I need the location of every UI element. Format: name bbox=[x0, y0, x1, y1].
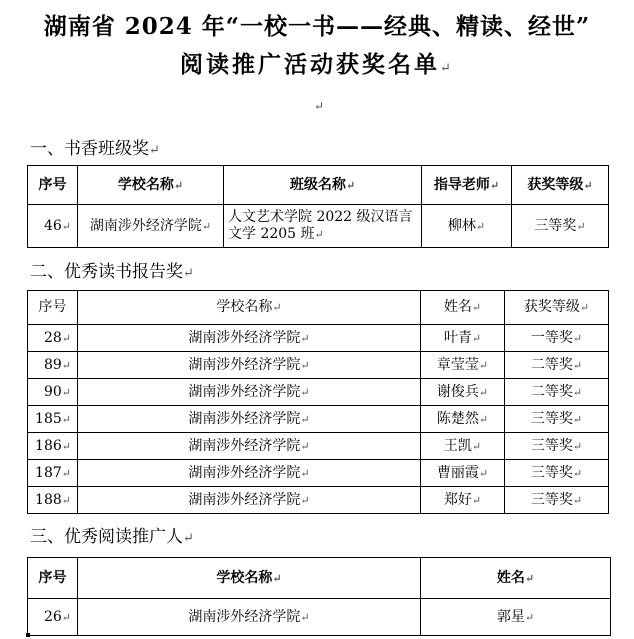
table-header-row bbox=[28, 291, 609, 325]
name-cell: 王凯↵ bbox=[421, 433, 505, 460]
section-heading-text: 三、优秀阅读推广人 bbox=[30, 527, 183, 547]
name-cell: 谢俊兵↵ bbox=[421, 379, 505, 406]
header-cell: 序号 bbox=[28, 166, 78, 205]
header-cell: 姓名↵ bbox=[421, 558, 611, 599]
text-cursor-marker bbox=[26, 633, 30, 637]
header-cell: 学校名称↵ bbox=[78, 291, 421, 325]
seq-cell: 46↵ bbox=[28, 205, 78, 248]
class-award-table bbox=[27, 165, 609, 248]
seq-cell: 186↵ bbox=[28, 433, 78, 460]
table-row bbox=[28, 487, 609, 514]
seq-cell: 187↵ bbox=[28, 460, 78, 487]
award-level-cell: 三等奖↵ bbox=[505, 433, 609, 460]
paragraph-mark-icon: ↵ bbox=[440, 61, 454, 76]
section-heading-report-award bbox=[30, 257, 194, 282]
header-cell: 姓名↵ bbox=[421, 291, 505, 325]
seq-cell: 26↵ bbox=[28, 599, 78, 636]
table-header-row bbox=[28, 166, 609, 205]
school-cell: 湖南涉外经济学院↵ bbox=[78, 599, 421, 636]
award-level-cell: 一等奖↵ bbox=[505, 325, 609, 352]
school-cell: 湖南涉外经济学院↵ bbox=[78, 406, 421, 433]
school-cell: 湖南涉外经济学院↵ bbox=[78, 205, 224, 248]
paragraph-mark-icon: ↵ bbox=[183, 266, 194, 281]
table-header-row bbox=[28, 558, 611, 599]
section-heading-class-award bbox=[30, 134, 160, 159]
reading-promoter-table bbox=[27, 557, 611, 636]
class-cell: 人文艺术学院 2022 级汉语言文学 2205 班↵ bbox=[224, 205, 422, 248]
award-level-cell: 三等奖↵ bbox=[512, 205, 609, 248]
header-cell: 学校名称↵ bbox=[78, 166, 224, 205]
award-level-cell: 三等奖↵ bbox=[505, 487, 609, 514]
section-heading-reading-promoter bbox=[30, 522, 194, 547]
award-level-cell: 二等奖↵ bbox=[505, 379, 609, 406]
name-cell: 叶青↵ bbox=[421, 325, 505, 352]
document-title-line-2 bbox=[0, 46, 634, 79]
table-row bbox=[28, 406, 609, 433]
header-cell: 获奖等级↵ bbox=[512, 166, 609, 205]
header-cell: 获奖等级↵ bbox=[505, 291, 609, 325]
school-cell: 湖南涉外经济学院↵ bbox=[78, 379, 421, 406]
section-heading-text: 一、书香班级奖 bbox=[30, 139, 149, 159]
school-cell: 湖南涉外经济学院↵ bbox=[78, 433, 421, 460]
paragraph-mark-icon: ↵ bbox=[314, 99, 325, 113]
name-cell: 章莹莹↵ bbox=[421, 352, 505, 379]
name-cell: 郭星↵ bbox=[421, 599, 611, 636]
seq-cell: 185↵ bbox=[28, 406, 78, 433]
name-cell: 陈楚然↵ bbox=[421, 406, 505, 433]
table-row bbox=[28, 379, 609, 406]
table-row bbox=[28, 352, 609, 379]
school-cell: 湖南涉外经济学院↵ bbox=[78, 487, 421, 514]
header-cell: 学校名称↵ bbox=[78, 558, 421, 599]
header-cell: 序号 bbox=[28, 291, 78, 325]
paragraph-mark-icon: ↵ bbox=[149, 143, 160, 158]
header-cell: 班级名称↵ bbox=[224, 166, 422, 205]
teacher-cell: 柳林↵ bbox=[422, 205, 512, 248]
title-line-2-text: 阅读推广活动获奖名单 bbox=[180, 51, 441, 78]
name-cell: 曹丽霞↵ bbox=[421, 460, 505, 487]
document-title-line-1: 湖南省 2024 年“一校一书——经典、精读、经世” bbox=[43, 13, 591, 40]
paragraph-mark-icon: ↵ bbox=[183, 531, 194, 546]
award-level-cell: 三等奖↵ bbox=[505, 460, 609, 487]
table-row bbox=[28, 460, 609, 487]
header-cell: 指导老师↵ bbox=[422, 166, 512, 205]
award-level-cell: 二等奖↵ bbox=[505, 352, 609, 379]
seq-cell: 89↵ bbox=[28, 352, 78, 379]
seq-cell: 28↵ bbox=[28, 325, 78, 352]
table-row bbox=[28, 205, 609, 248]
report-award-table bbox=[27, 290, 609, 514]
table-row bbox=[28, 433, 609, 460]
seq-cell: 90↵ bbox=[28, 379, 78, 406]
seq-cell: 188↵ bbox=[28, 487, 78, 514]
header-cell: 序号 bbox=[28, 558, 78, 599]
school-cell: 湖南涉外经济学院↵ bbox=[78, 325, 421, 352]
award-level-cell: 三等奖↵ bbox=[505, 406, 609, 433]
table-row bbox=[28, 325, 609, 352]
school-cell: 湖南涉外经济学院↵ bbox=[78, 352, 421, 379]
school-cell: 湖南涉外经济学院↵ bbox=[78, 460, 421, 487]
section-heading-text: 二、优秀读书报告奖 bbox=[30, 262, 183, 282]
name-cell: 郑好↵ bbox=[421, 487, 505, 514]
table-row bbox=[28, 599, 611, 636]
